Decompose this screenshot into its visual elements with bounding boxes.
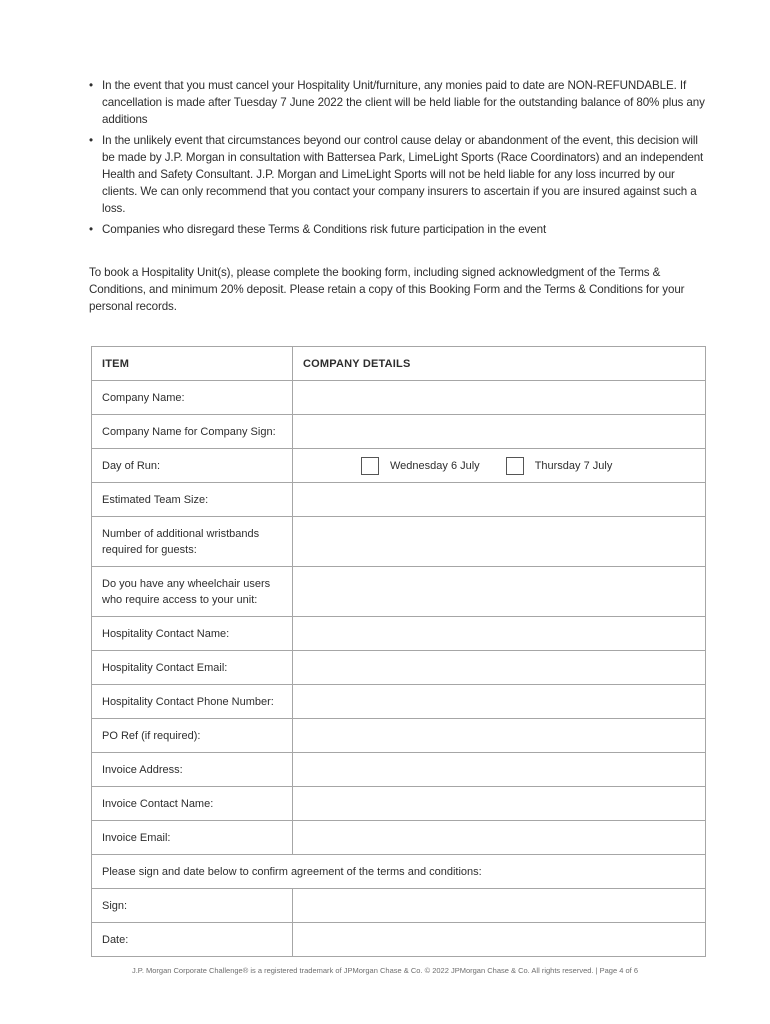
bullet-disregard: • Companies who disregard these Terms & Conditions risk future participation in the event xyxy=(89,221,707,238)
table-row xyxy=(92,651,706,685)
table-row xyxy=(92,617,706,651)
wheelchair-field[interactable] xyxy=(293,567,706,617)
day-of-run-options xyxy=(293,449,706,483)
label-wheelchair: Do you have any wheelchair users who require access to your unit: xyxy=(92,567,293,617)
label-wristbands: Number of additional wristbands required for guests: xyxy=(92,517,293,567)
invoice-email-field[interactable] xyxy=(293,821,706,855)
table-row xyxy=(92,923,706,957)
thursday-label: Thursday 7 July xyxy=(534,459,613,472)
table-row xyxy=(92,719,706,753)
agreement-text: Please sign and date below to confirm agreement of the terms and conditions: xyxy=(92,855,706,889)
page-footer: J.P. Morgan Corporate Challenge® is a registered trademark of JPMorgan Chase & Co. © 2022 JPMorgan Chase & Co. All rights reserved. | Page 4 of 6 xyxy=(131,966,639,975)
company-sign-name-field[interactable] xyxy=(293,415,706,449)
table-row xyxy=(92,567,706,617)
table-row xyxy=(92,753,706,787)
label-po-ref: PO Ref (if required): xyxy=(92,719,293,753)
label-invoice-email: Invoice Email: xyxy=(92,821,293,855)
label-contact-phone: Hospitality Contact Phone Number: xyxy=(92,685,293,719)
label-invoice-contact: Invoice Contact Name: xyxy=(92,787,293,821)
label-team-size: Estimated Team Size: xyxy=(92,483,293,517)
thursday-checkbox[interactable] xyxy=(506,457,524,475)
label-contact-name: Hospitality Contact Name: xyxy=(92,617,293,651)
contact-name-field[interactable] xyxy=(293,617,706,651)
table-row xyxy=(92,483,706,517)
booking-intro: To book a Hospitality Unit(s), please complete the booking form, including signed acknowledgment of the Terms & Conditions, and minimum 20% deposit. Please retain a copy of this Booking Form and the Terms & Conditions for your personal records. xyxy=(89,266,685,313)
table-row xyxy=(92,415,706,449)
sign-field[interactable] xyxy=(293,889,706,923)
table-row xyxy=(92,889,706,923)
label-contact-email: Hospitality Contact Email: xyxy=(92,651,293,685)
label-sign: Sign: xyxy=(92,889,293,923)
label-invoice-address: Invoice Address: xyxy=(92,753,293,787)
header-item: ITEM xyxy=(92,347,293,381)
label-day-of-run: Day of Run: xyxy=(92,449,293,483)
invoice-contact-field[interactable] xyxy=(293,787,706,821)
table-header-row xyxy=(92,347,706,381)
wednesday-label: Wednesday 6 July xyxy=(390,459,480,472)
booking-form-table xyxy=(91,346,706,957)
table-row xyxy=(92,381,706,415)
label-company-sign-name: Company Name for Company Sign: xyxy=(92,415,293,449)
agreement-row xyxy=(92,855,706,889)
table-row xyxy=(92,685,706,719)
contact-phone-field[interactable] xyxy=(293,685,706,719)
contact-email-field[interactable] xyxy=(293,651,706,685)
bullet-cancellation: • In the event that you must cancel your Hospitality Unit/furniture, any monies paid to date are NON-REFUNDABLE. If cancellation is made after Tuesday 7 June 2022 the client will be held liable for the outstanding balance of 80% plus any additions xyxy=(89,77,707,128)
date-field[interactable] xyxy=(293,923,706,957)
label-company-name: Company Name: xyxy=(92,381,293,415)
team-size-field[interactable] xyxy=(293,483,706,517)
table-row xyxy=(92,517,706,567)
wristbands-field[interactable] xyxy=(293,517,706,567)
header-company-details: COMPANY DETAILS xyxy=(293,347,706,381)
table-row xyxy=(92,449,706,483)
terms-bullet-list xyxy=(89,77,707,242)
po-ref-field[interactable] xyxy=(293,719,706,753)
company-name-field[interactable] xyxy=(293,381,706,415)
wednesday-checkbox[interactable] xyxy=(361,457,379,475)
invoice-address-field[interactable] xyxy=(293,753,706,787)
bullet-abandonment: • In the unlikely event that circumstances beyond our control cause delay or abandonment of the event, this decision will be made by J.P. Morgan in consultation with Battersea Park, LimeLight Sports (Race Coordinators) and an independent Health and Safety Consultant. J.P. Morgan and LimeLight Sports will not be held liable for any loss incurred by our clients. We can only recommend that you contact your company insurers to ascertain if you are insured against such a loss. xyxy=(89,132,707,217)
label-date: Date: xyxy=(92,923,293,957)
table-row xyxy=(92,787,706,821)
table-row xyxy=(92,821,706,855)
